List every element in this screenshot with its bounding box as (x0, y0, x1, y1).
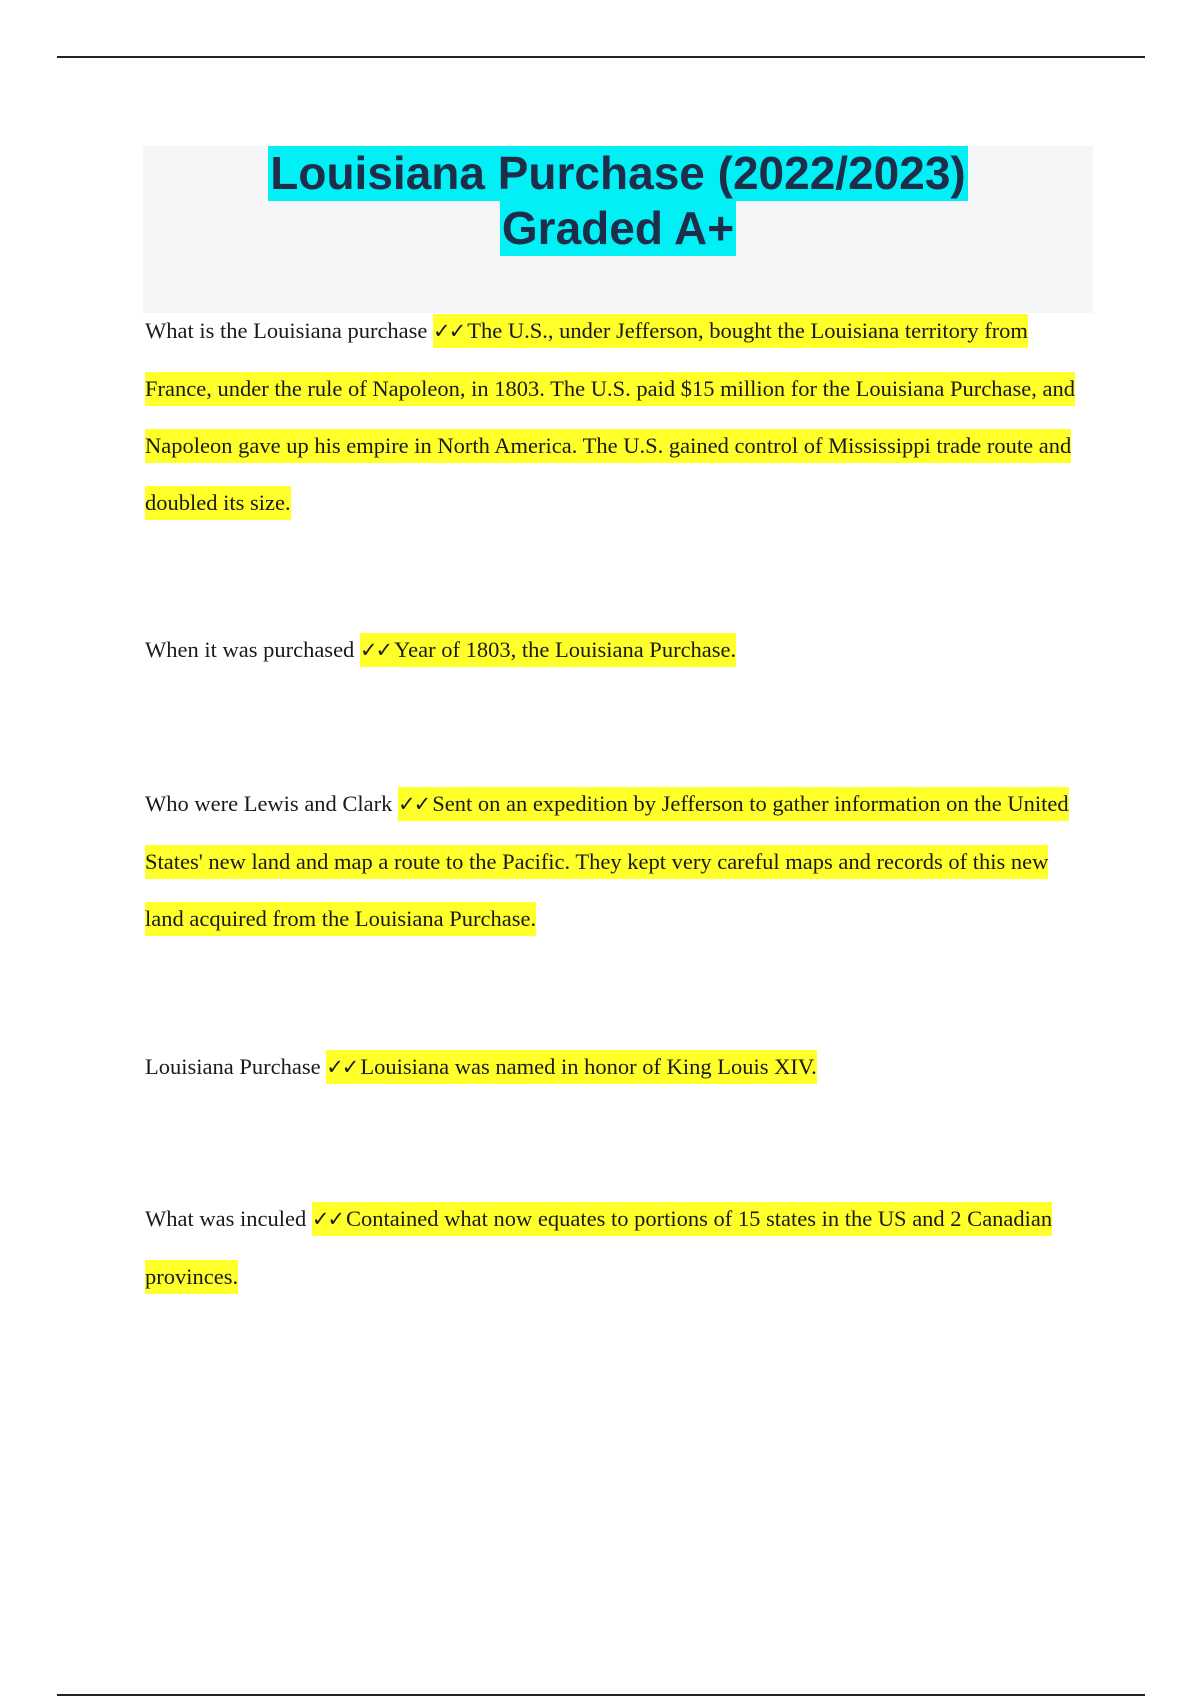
double-check-icon: ✓✓ (433, 319, 465, 343)
double-check-icon: ✓✓ (311, 1207, 344, 1231)
page-title-line-2: Graded A+ (501, 202, 735, 254)
qa-item-louisiana-purchase-definition (145, 302, 1085, 531)
page-title-line-1: Louisiana Purchase (2022/2023) (270, 147, 966, 199)
bottom-rule (57, 1694, 1145, 1696)
question-text: Louisiana Purchase (145, 1054, 321, 1079)
qa-item-what-included (145, 1190, 1085, 1305)
double-check-icon: ✓✓ (359, 638, 392, 662)
double-check-icon: ✓✓ (398, 792, 430, 816)
question-text: What was inculed (145, 1206, 307, 1231)
double-check-icon: ✓✓ (326, 1055, 358, 1079)
qa-item-when-purchased (145, 621, 1085, 679)
question-text: What is the Louisiana purchase (145, 318, 428, 343)
answer-text: Year of 1803, the Louisiana Purchase. (394, 637, 737, 662)
answer-text: Sent on an expedition by Jefferson to gather information on the United States' new land and map a route to the Pacific. They kept very careful maps and records of this new land acquired from the Louisiana Purchase. (145, 791, 1069, 931)
answer-highlight (326, 1050, 817, 1084)
title-block (143, 146, 1093, 313)
answer-text: Contained what now equates to portions of 15 states in the US and 2 Canadian provinces. (145, 1206, 1053, 1289)
answer-text: The U.S., under Jefferson, bought the Louisiana territory from France, under the rule of Napoleon, in 1803. The U.S. paid $15 million for the Louisiana Purchase, and Napoleon gave up his empire in North America. The U.S. gained control of Mississippi trade route and doubled its size. (145, 318, 1075, 515)
answer-highlight (360, 633, 736, 667)
qa-item-lewis-and-clark (145, 775, 1085, 947)
answer-text: Louisiana was named in honor of King Louis XIV. (360, 1054, 817, 1079)
answer-highlight (145, 314, 1075, 520)
top-rule (57, 56, 1145, 58)
qa-item-louisiana-named (145, 1038, 1085, 1096)
question-text: When it was purchased (145, 637, 355, 662)
question-text: Who were Lewis and Clark (145, 791, 393, 816)
